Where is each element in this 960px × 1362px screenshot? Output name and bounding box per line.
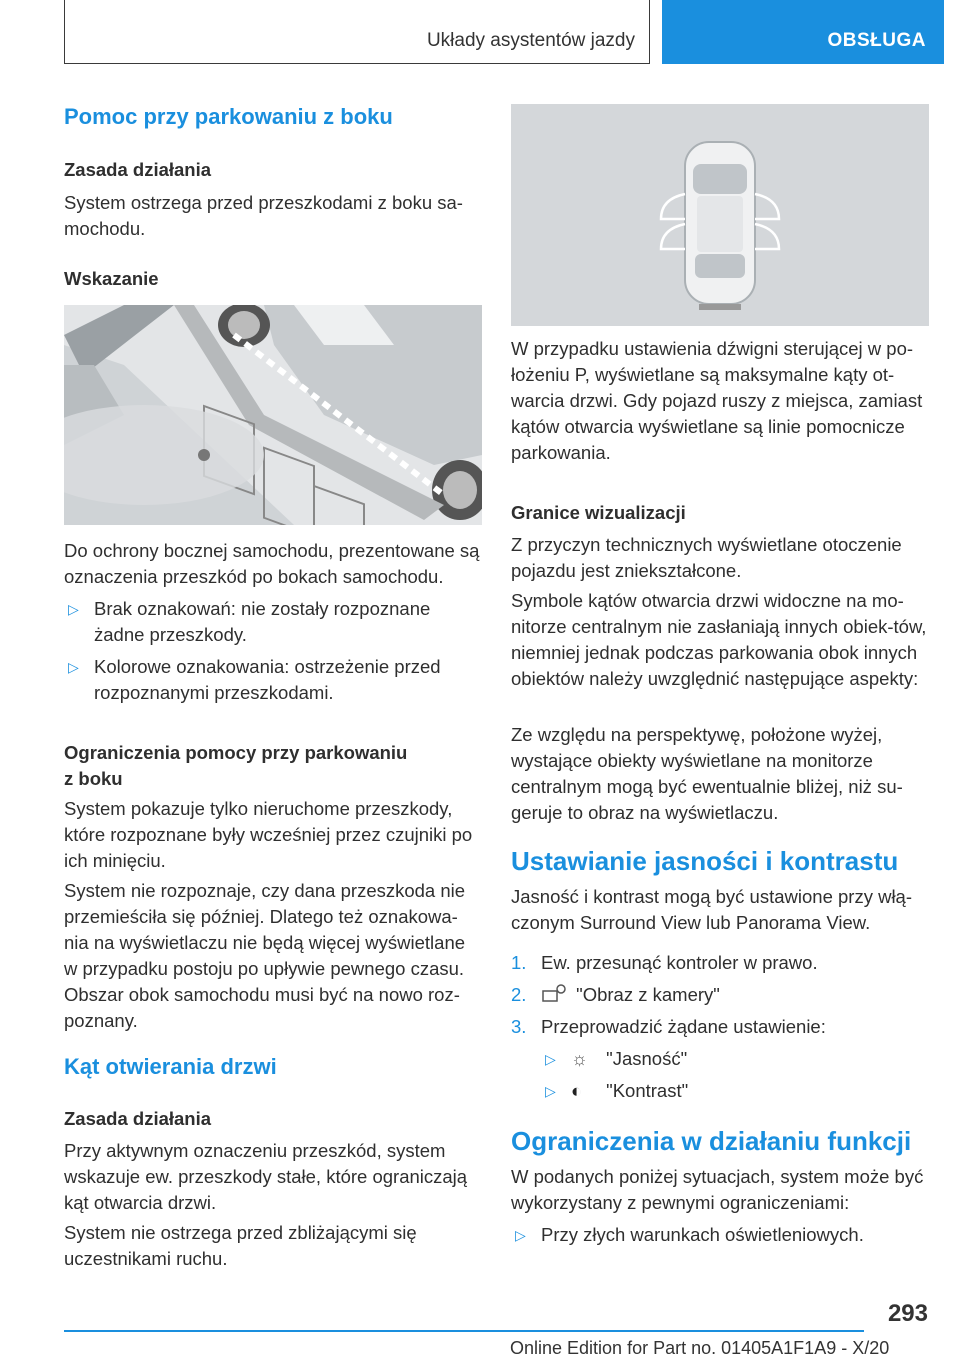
bullet-colored-markings: ▷ Kolorowe oznakowania: ostrzeżenie przed rozpoznanymi przeszkodami. <box>68 656 441 703</box>
subheading-visual-limits: Granice wizualizacji <box>511 502 686 523</box>
door-angle-image <box>511 104 929 326</box>
heading-brightness-contrast: Ustawianie jasności i kontrastu <box>511 846 899 876</box>
text-principle: System ostrzega przed przeszkodami z boku sa-mochodu. <box>64 192 463 239</box>
bullet-poor-lighting: ▷ Przy złych warunkach oświetleniowych. <box>511 1222 929 1248</box>
text-function-limits: W podanych poniżej sytuacjach, system może być wykorzystany z pewnymi ograniczeniami: <box>511 1166 924 1213</box>
substep-contrast: ▷ ◐ "Kontrast" <box>541 1078 929 1104</box>
step-1: 1. Ew. przesunąć kontroler w prawo. <box>511 952 818 973</box>
step-3: 3. Przeprowadzić żądane ustawienie: <box>511 1016 826 1037</box>
subheading-door-principle: Zasada działania <box>64 1108 212 1129</box>
text-brightness-contrast: Jasność i kontrast mogą być ustawione przy włą-czonym Surround View lub Panorama View. <box>511 886 913 933</box>
substep-brightness: ▷ ☼ "Jasność" <box>541 1046 929 1072</box>
header-tab-label: OBSŁUGA <box>827 30 926 51</box>
sun-icon: ☼ <box>571 1048 588 1069</box>
triangle-bullet-icon: ▷ <box>545 1051 556 1067</box>
triangle-bullet-icon: ▷ <box>68 601 79 617</box>
page-number: 293 <box>887 1300 928 1327</box>
car-top-view-illustration <box>511 104 929 326</box>
step-2: 2. "Obraz z kamery" <box>511 982 929 1010</box>
side-parking-image <box>64 305 482 525</box>
heading-door-angle: Kąt otwierania drzwi <box>64 1054 277 1079</box>
footer-edition: Online Edition for Part no. 01405A1F1A9 - X/20 <box>510 1338 890 1358</box>
text-visual-limits-2: Symbole kątów otwarcia drzwi widoczne na mo-nitorze centralnym nie zasłaniają innych obiek-tów, niemniej jednak podczas parkowania obok innych obiektów należy uwzględnić następujące aspekty: <box>511 590 927 689</box>
header-tab[interactable] <box>662 0 944 64</box>
header-section-title: Układy asystentów jazdy <box>426 30 635 51</box>
side-parking-illustration <box>64 305 482 525</box>
bullet-no-markings: ▷ Brak oznakowań: nie zostały rozpoznane żadne przeszkody. <box>68 598 431 645</box>
camera-icon <box>541 983 571 1010</box>
footer-divider <box>64 1330 864 1332</box>
triangle-bullet-icon: ▷ <box>68 659 79 675</box>
header-section-box <box>64 0 650 64</box>
subheading-display: Wskazanie <box>64 268 159 289</box>
triangle-bullet-icon: ▷ <box>515 1227 526 1243</box>
heading-side-parking: Pomoc przy parkowaniu z boku <box>64 104 393 129</box>
text-door-principle-1: Przy aktywnym oznaczeniu przeszkód, system wskazuje ew. przeszkody stałe, które ograniczają kąt otwarcia drzwi. <box>64 1140 468 1213</box>
caption-display: Do ochrony bocznej samochodu, prezentowane są oznaczenia przeszkód po bokach samochodu. <box>64 540 480 587</box>
heading-function-limits: Ograniczenia w działaniu funkcji <box>511 1126 912 1156</box>
text-visual-limits-3: Ze względu na perspektywę, położone wyżej, wystające obiekty wyświetlane na monitorze centralnym mogą być ewentualnie bliżej, niż su-geruje to obraz na wyświetlaczu. <box>511 724 903 823</box>
contrast-icon: ◐ <box>571 1080 583 1101</box>
text-limitations-1: System pokazuje tylko nieruchome przeszkody, które rozpoznane były wcześniej przez czujniki po ich minięciu. <box>64 798 473 871</box>
text-limitations-2: System nie rozpoznaje, czy dana przeszkoda nie przemieściła się później. Dlatego też oznakowa-nia na wyświetlaczu nie będą więcej wyświetlane w przypadku postoju po upływie pewnego czasu. Obszar obok samochodu musi być na nowo roz-poznany. <box>64 880 466 1031</box>
text-door-principle-2: System nie ostrzega przed zbliżającymi się uczestnikami ruchu. <box>64 1222 417 1269</box>
subheading-limitations: Ograniczenia pomocy przy parkowaniu z boku <box>64 742 408 789</box>
text-door-angles: W przypadku ustawienia dźwigni sterującej w po-łożeniu P, wyświetlane są maksymalne kąty ot-warcia drzwi. Gdy pojazd ruszy z miejsca, zamiast kątów otwarcia wyświetlane są linie pomocnicze parkowania. <box>511 338 923 463</box>
text-visual-limits-1: Z przyczyn technicznych wyświetlane otoczenie pojazdu jest zniekształcone. <box>511 534 902 581</box>
subheading-principle: Zasada działania <box>64 159 212 180</box>
triangle-bullet-icon: ▷ <box>545 1083 556 1099</box>
